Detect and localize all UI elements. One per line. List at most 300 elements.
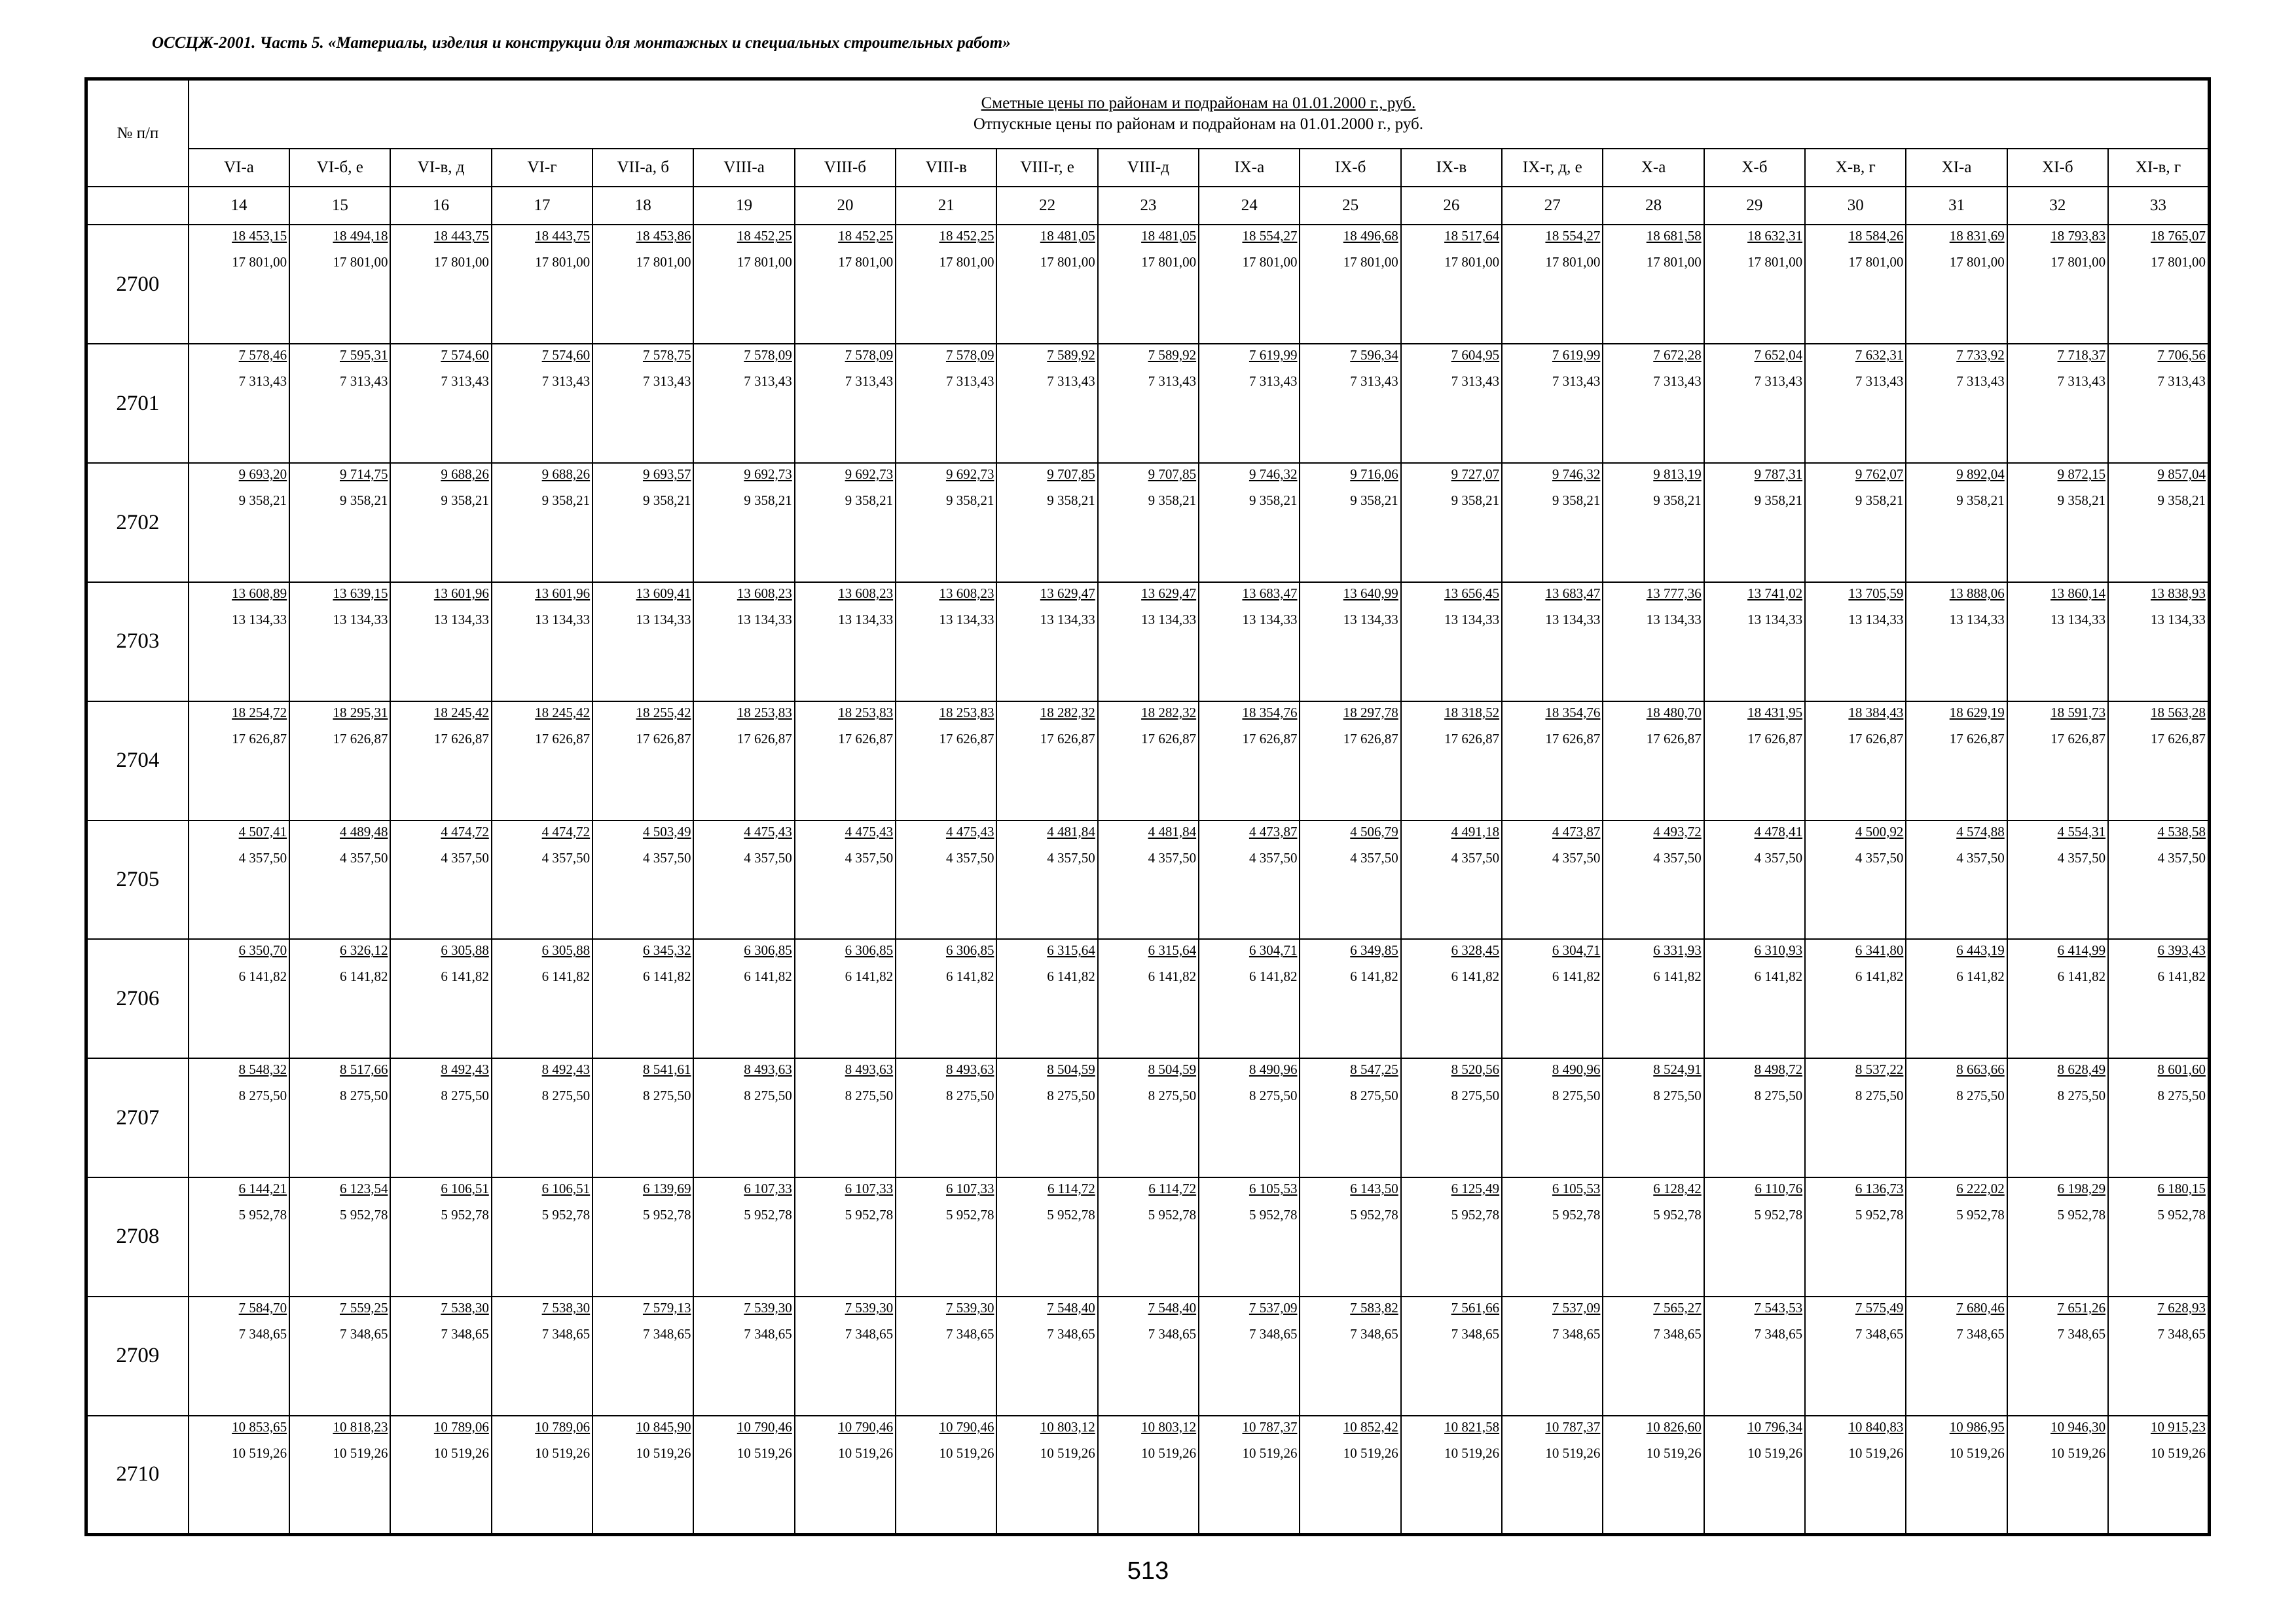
price-cell — [1603, 582, 1704, 701]
price-cell — [1906, 939, 2007, 1058]
release-price: 17 801,00 — [1343, 254, 1398, 270]
release-price: 4 357,50 — [1047, 849, 1095, 866]
estimate-price: 10 790,46 — [939, 1418, 994, 1435]
release-price: 13 134,33 — [535, 611, 591, 627]
estimate-price: 6 349,85 — [1350, 942, 1398, 959]
estimate-price: 8 628,49 — [2057, 1061, 2106, 1078]
price-cell — [592, 1058, 693, 1177]
release-price: 9 358,21 — [1047, 492, 1095, 509]
price-cell — [896, 701, 996, 821]
release-price: 17 801,00 — [737, 254, 792, 270]
release-price: 5 952,78 — [642, 1206, 691, 1223]
price-cell — [996, 344, 1097, 463]
estimate-price: 18 431,95 — [1747, 704, 1803, 720]
estimate-price: 18 453,86 — [636, 228, 691, 244]
release-price: 17 801,00 — [1646, 254, 1702, 270]
price-cell — [795, 582, 896, 701]
release-price: 8 275,50 — [845, 1088, 894, 1104]
price-cell — [1098, 1058, 1199, 1177]
release-price: 6 141,82 — [1653, 969, 1702, 985]
table-row — [86, 344, 2210, 463]
estimate-price: 9 746,32 — [1552, 466, 1601, 483]
price-cell — [1300, 1058, 1400, 1177]
estimate-price: 7 632,31 — [1855, 347, 1904, 363]
release-price: 10 519,26 — [1747, 1445, 1803, 1461]
column-number: 32 — [2007, 187, 2108, 225]
estimate-price: 9 762,07 — [1855, 466, 1904, 483]
estimate-price: 13 639,15 — [333, 585, 388, 601]
estimate-price: 9 688,26 — [541, 466, 591, 483]
estimate-price: 4 481,84 — [1047, 823, 1095, 840]
release-price: 17 801,00 — [2050, 254, 2106, 270]
release-price: 5 952,78 — [339, 1206, 388, 1223]
release-price: 6 141,82 — [1350, 969, 1398, 985]
estimate-price: 9 892,04 — [1956, 466, 2005, 483]
table-row — [86, 1297, 2210, 1416]
estimate-price: 18 452,25 — [737, 228, 792, 244]
price-cell — [896, 344, 996, 463]
price-cell — [2007, 701, 2108, 821]
price-table — [84, 77, 2211, 1536]
estimate-price: 6 222,02 — [1956, 1180, 2005, 1196]
release-price: 5 952,78 — [1248, 1206, 1298, 1223]
estimate-price: 18 632,31 — [1747, 228, 1803, 244]
region-header: VI-в, д — [390, 149, 491, 187]
price-cell — [189, 1177, 289, 1297]
estimate-price: 18 354,76 — [1242, 704, 1298, 720]
estimate-price: 8 663,66 — [1956, 1061, 2005, 1078]
estimate-price: 13 608,89 — [232, 585, 287, 601]
price-cell — [1401, 1177, 1502, 1297]
estimate-price: 10 986,95 — [1949, 1418, 2005, 1435]
price-cell — [1906, 1177, 2007, 1297]
price-cell — [1098, 1297, 1199, 1416]
column-number: 25 — [1300, 187, 1400, 225]
estimate-price: 4 506,79 — [1350, 823, 1398, 840]
price-cell — [1704, 701, 1805, 821]
release-price: 7 313,43 — [1754, 373, 1803, 390]
estimate-price: 4 489,48 — [339, 823, 388, 840]
estimate-price: 10 803,12 — [1141, 1418, 1197, 1435]
estimate-price: 8 520,56 — [1451, 1061, 1500, 1078]
release-price: 17 801,00 — [232, 254, 287, 270]
region-header: IX-б — [1300, 149, 1400, 187]
estimate-price: 6 306,85 — [845, 942, 894, 959]
estimate-price: 7 578,09 — [945, 347, 994, 363]
estimate-price: 7 672,28 — [1653, 347, 1702, 363]
price-cell — [289, 344, 390, 463]
price-cell — [1300, 582, 1400, 701]
price-cell — [492, 225, 592, 344]
release-price: 4 357,50 — [945, 849, 994, 866]
price-cell — [1300, 1297, 1400, 1416]
release-price: 4 357,50 — [845, 849, 894, 866]
estimate-price: 7 539,30 — [845, 1299, 894, 1316]
release-price: 7 348,65 — [1350, 1325, 1398, 1342]
estimate-price: 13 705,59 — [1848, 585, 1904, 601]
estimate-price: 18 253,83 — [838, 704, 894, 720]
estimate-price: 6 414,99 — [2057, 942, 2106, 959]
estimate-price: 6 350,70 — [238, 942, 287, 959]
release-price: 9 358,21 — [441, 492, 489, 509]
estimate-price: 7 628,93 — [2157, 1299, 2206, 1316]
release-price: 8 275,50 — [2057, 1088, 2106, 1104]
price-cell — [1199, 1177, 1300, 1297]
price-cell — [189, 225, 289, 344]
release-price: 7 348,65 — [1047, 1325, 1095, 1342]
table-caption — [189, 79, 2210, 149]
release-price: 7 313,43 — [1855, 373, 1904, 390]
estimate-price: 18 453,15 — [232, 228, 287, 244]
price-cell — [1502, 1177, 1603, 1297]
table-row — [86, 1058, 2210, 1177]
estimate-price: 9 693,20 — [238, 466, 287, 483]
region-header: VII-а, б — [592, 149, 693, 187]
release-price: 13 134,33 — [1545, 611, 1601, 627]
price-cell — [1300, 939, 1400, 1058]
release-price: 9 358,21 — [1653, 492, 1702, 509]
release-price: 4 357,50 — [2157, 849, 2206, 866]
price-cell — [1300, 821, 1400, 940]
price-cell — [2108, 1297, 2209, 1416]
estimate-price: 6 107,33 — [945, 1180, 994, 1196]
release-price: 13 134,33 — [1343, 611, 1398, 627]
estimate-price: 9 872,15 — [2057, 466, 2106, 483]
price-cell — [492, 463, 592, 582]
release-price: 17 801,00 — [636, 254, 691, 270]
estimate-price: 13 888,06 — [1949, 585, 2005, 601]
price-cell — [2007, 344, 2108, 463]
release-price: 5 952,78 — [1552, 1206, 1601, 1223]
release-price: 17 801,00 — [1444, 254, 1500, 270]
price-cell — [1906, 701, 2007, 821]
estimate-price: 4 503,49 — [642, 823, 691, 840]
estimate-price: 8 493,63 — [845, 1061, 894, 1078]
estimate-price: 4 574,88 — [1956, 823, 2005, 840]
release-price: 6 141,82 — [1047, 969, 1095, 985]
estimate-price: 4 474,72 — [541, 823, 591, 840]
release-price: 4 357,50 — [1552, 849, 1601, 866]
price-cell — [1199, 821, 1300, 940]
release-price: 10 519,26 — [333, 1445, 388, 1461]
region-header: X-в, г — [1805, 149, 1906, 187]
price-cell — [189, 463, 289, 582]
release-price: 13 134,33 — [2050, 611, 2106, 627]
estimate-price: 9 727,07 — [1451, 466, 1500, 483]
release-price: 8 275,50 — [1956, 1088, 2005, 1104]
release-price: 9 358,21 — [2057, 492, 2106, 509]
column-number: 17 — [492, 187, 592, 225]
release-price: 13 134,33 — [333, 611, 388, 627]
estimate-price: 18 297,78 — [1343, 704, 1398, 720]
estimate-price: 10 845,90 — [636, 1418, 691, 1435]
price-cell — [1502, 225, 1603, 344]
estimate-price: 10 789,06 — [535, 1418, 591, 1435]
estimate-price: 7 565,27 — [1653, 1299, 1702, 1316]
price-cell — [2108, 344, 2209, 463]
price-cell — [492, 1058, 592, 1177]
estimate-price: 6 114,72 — [1148, 1180, 1197, 1196]
price-cell — [189, 582, 289, 701]
release-price: 10 519,26 — [2050, 1445, 2106, 1461]
release-price: 17 626,87 — [433, 730, 489, 747]
price-cell — [1805, 701, 1906, 821]
price-cell — [1603, 344, 1704, 463]
estimate-price: 6 326,12 — [339, 942, 388, 959]
price-cell — [1704, 821, 1805, 940]
estimate-price: 18 481,05 — [1040, 228, 1095, 244]
release-price: 9 358,21 — [1248, 492, 1298, 509]
estimate-price: 7 583,82 — [1350, 1299, 1398, 1316]
estimate-price: 18 245,42 — [535, 704, 591, 720]
estimate-price: 18 452,25 — [838, 228, 894, 244]
estimate-price: 6 107,33 — [744, 1180, 792, 1196]
region-header: VIII-г, е — [996, 149, 1097, 187]
release-price: 7 348,65 — [642, 1325, 691, 1342]
price-cell — [390, 701, 491, 821]
estimate-price: 18 245,42 — [433, 704, 489, 720]
estimate-price: 6 315,64 — [1148, 942, 1197, 959]
estimate-price: 7 733,92 — [1956, 347, 2005, 363]
estimate-price: 7 596,34 — [1350, 347, 1398, 363]
estimate-price: 6 331,93 — [1653, 942, 1702, 959]
price-cell — [390, 821, 491, 940]
estimate-price: 10 818,23 — [333, 1418, 388, 1435]
price-cell — [189, 1297, 289, 1416]
price-cell — [996, 1177, 1097, 1297]
price-cell — [492, 1297, 592, 1416]
estimate-price: 6 306,85 — [744, 942, 792, 959]
release-price: 8 275,50 — [642, 1088, 691, 1104]
price-cell — [795, 1297, 896, 1416]
price-cell — [896, 939, 996, 1058]
release-price: 8 275,50 — [744, 1088, 792, 1104]
estimate-price: 7 548,40 — [1148, 1299, 1197, 1316]
estimate-price: 18 255,42 — [636, 704, 691, 720]
estimate-price: 4 554,31 — [2057, 823, 2106, 840]
release-price: 17 626,87 — [232, 730, 287, 747]
table-row — [86, 939, 2210, 1058]
region-header: VI-г — [492, 149, 592, 187]
release-price: 5 952,78 — [541, 1206, 591, 1223]
release-price: 17 801,00 — [838, 254, 894, 270]
release-price: 17 626,87 — [737, 730, 792, 747]
release-price: 8 275,50 — [1754, 1088, 1803, 1104]
estimate-price: 10 796,34 — [1747, 1418, 1803, 1435]
estimate-price: 7 578,75 — [642, 347, 691, 363]
price-cell — [1300, 225, 1400, 344]
release-price: 4 357,50 — [541, 849, 591, 866]
page-header-title: ОССЦЖ-2001. Часть 5. «Материалы, изделия и конструкции для монтажных и специальных строительных работ» — [152, 34, 1011, 52]
estimate-price: 10 915,23 — [2151, 1418, 2206, 1435]
release-price: 10 519,26 — [1646, 1445, 1702, 1461]
release-price: 8 275,50 — [1350, 1088, 1398, 1104]
price-cell — [896, 225, 996, 344]
release-price: 9 358,21 — [2157, 492, 2206, 509]
release-price: 6 141,82 — [845, 969, 894, 985]
price-cell — [896, 582, 996, 701]
release-price: 17 626,87 — [636, 730, 691, 747]
release-price: 5 952,78 — [1956, 1206, 2005, 1223]
price-cell — [2007, 821, 2108, 940]
estimate-price: 18 554,27 — [1242, 228, 1298, 244]
estimate-price: 9 746,32 — [1248, 466, 1298, 483]
price-cell — [996, 582, 1097, 701]
price-cell — [1401, 701, 1502, 821]
price-cell — [2007, 582, 2108, 701]
estimate-price: 13 838,93 — [2151, 585, 2206, 601]
price-cell — [390, 344, 491, 463]
release-price: 5 952,78 — [2157, 1206, 2206, 1223]
column-number: 20 — [795, 187, 896, 225]
price-cell — [1300, 463, 1400, 582]
column-number: 27 — [1502, 187, 1603, 225]
release-price: 7 313,43 — [541, 373, 591, 390]
price-cell — [795, 821, 896, 940]
price-cell — [1199, 463, 1300, 582]
estimate-price: 8 524,91 — [1653, 1061, 1702, 1078]
release-price: 9 358,21 — [1754, 492, 1803, 509]
price-cell — [189, 701, 289, 821]
release-price: 10 519,26 — [433, 1445, 489, 1461]
estimate-price: 4 493,72 — [1653, 823, 1702, 840]
estimate-price: 6 198,29 — [2057, 1180, 2106, 1196]
estimate-price: 8 498,72 — [1754, 1061, 1803, 1078]
price-cell — [1098, 939, 1199, 1058]
release-price: 7 313,43 — [1653, 373, 1702, 390]
release-price: 17 801,00 — [1545, 254, 1601, 270]
column-number: 28 — [1603, 187, 1704, 225]
release-price: 17 801,00 — [1848, 254, 1904, 270]
release-price: 13 134,33 — [1040, 611, 1095, 627]
release-price: 17 626,87 — [1545, 730, 1601, 747]
estimate-price: 6 304,71 — [1248, 942, 1298, 959]
region-header: XI-в, г — [2108, 149, 2209, 187]
price-cell — [189, 939, 289, 1058]
estimate-price: 8 493,63 — [744, 1061, 792, 1078]
price-cell — [1401, 225, 1502, 344]
release-price: 13 134,33 — [1848, 611, 1904, 627]
release-price: 4 357,50 — [1350, 849, 1398, 866]
column-number: 22 — [996, 187, 1097, 225]
release-price: 13 134,33 — [1949, 611, 2005, 627]
price-cell — [2007, 1058, 2108, 1177]
price-cell — [390, 1058, 491, 1177]
page-number: 513 — [1127, 1557, 1169, 1585]
release-price: 13 134,33 — [1747, 611, 1803, 627]
estimate-price: 8 493,63 — [945, 1061, 994, 1078]
release-price: 7 348,65 — [2157, 1325, 2206, 1342]
release-price: 17 626,87 — [1747, 730, 1803, 747]
price-cell — [492, 344, 592, 463]
release-price: 17 626,87 — [333, 730, 388, 747]
price-cell — [795, 1416, 896, 1535]
table-row — [86, 701, 2210, 821]
price-cell — [1704, 344, 1805, 463]
release-price: 17 626,87 — [2151, 730, 2206, 747]
estimate-price: 6 393,43 — [2157, 942, 2206, 959]
price-cell — [390, 225, 491, 344]
price-cell — [693, 582, 794, 701]
estimate-price: 18 765,07 — [2151, 228, 2206, 244]
estimate-price: 9 813,19 — [1653, 466, 1702, 483]
estimate-price: 7 578,46 — [238, 347, 287, 363]
estimate-price: 7 537,09 — [1552, 1299, 1601, 1316]
release-price: 8 275,50 — [1148, 1088, 1197, 1104]
estimate-price: 6 114,72 — [1048, 1180, 1095, 1196]
release-price: 13 134,33 — [636, 611, 691, 627]
release-price: 4 357,50 — [1754, 849, 1803, 866]
release-price: 4 357,50 — [441, 849, 489, 866]
region-header: VIII-в — [896, 149, 996, 187]
price-cell — [693, 1297, 794, 1416]
price-cell — [693, 1058, 794, 1177]
release-price: 8 275,50 — [339, 1088, 388, 1104]
release-price: 7 313,43 — [845, 373, 894, 390]
price-cell — [1502, 701, 1603, 821]
release-price: 17 626,87 — [939, 730, 994, 747]
release-price: 17 801,00 — [939, 254, 994, 270]
estimate-price: 7 584,70 — [238, 1299, 287, 1316]
price-cell — [189, 1416, 289, 1535]
estimate-price: 4 473,87 — [1248, 823, 1298, 840]
price-cell — [1805, 463, 1906, 582]
estimate-price: 6 345,32 — [642, 942, 691, 959]
caption-release-prices: Отпускные цены по районам и подрайонам на 01.01.2000 г., руб. — [973, 115, 1423, 134]
estimate-price: 8 490,96 — [1248, 1061, 1298, 1078]
release-price: 4 357,50 — [1148, 849, 1197, 866]
price-cell — [1704, 463, 1805, 582]
price-cell — [1704, 939, 1805, 1058]
estimate-price: 10 821,58 — [1444, 1418, 1500, 1435]
estimate-price: 7 559,25 — [339, 1299, 388, 1316]
price-cell — [1603, 1177, 1704, 1297]
estimate-price: 18 318,52 — [1444, 704, 1500, 720]
price-cell — [1906, 821, 2007, 940]
estimate-price: 4 475,43 — [945, 823, 994, 840]
price-cell — [592, 344, 693, 463]
release-price: 10 519,26 — [1848, 1445, 1904, 1461]
estimate-price: 4 538,58 — [2157, 823, 2206, 840]
estimate-price: 7 651,26 — [2057, 1299, 2106, 1316]
estimate-price: 18 282,32 — [1141, 704, 1197, 720]
estimate-price: 13 860,14 — [2050, 585, 2106, 601]
release-price: 6 141,82 — [1451, 969, 1500, 985]
estimate-price: 6 107,33 — [845, 1180, 894, 1196]
release-price: 7 348,65 — [845, 1325, 894, 1342]
release-price: 8 275,50 — [945, 1088, 994, 1104]
release-price: 9 358,21 — [1956, 492, 2005, 509]
price-cell — [693, 1177, 794, 1297]
price-cell — [996, 1416, 1097, 1535]
release-price: 6 141,82 — [238, 969, 287, 985]
release-price: 7 348,65 — [1148, 1325, 1197, 1342]
estimate-price: 4 507,41 — [238, 823, 287, 840]
estimate-price: 18 253,83 — [939, 704, 994, 720]
estimate-price: 4 473,87 — [1552, 823, 1601, 840]
region-header: X-а — [1603, 149, 1704, 187]
price-cell — [1906, 1416, 2007, 1535]
release-price: 5 952,78 — [441, 1206, 489, 1223]
price-cell — [1502, 821, 1603, 940]
estimate-price: 6 306,85 — [945, 942, 994, 959]
price-cell — [2108, 701, 2209, 821]
column-number: 24 — [1199, 187, 1300, 225]
estimate-price: 6 180,15 — [2157, 1180, 2206, 1196]
price-cell — [1199, 939, 1300, 1058]
release-price: 7 348,65 — [1956, 1325, 2005, 1342]
row-number: 2707 — [86, 1058, 189, 1177]
